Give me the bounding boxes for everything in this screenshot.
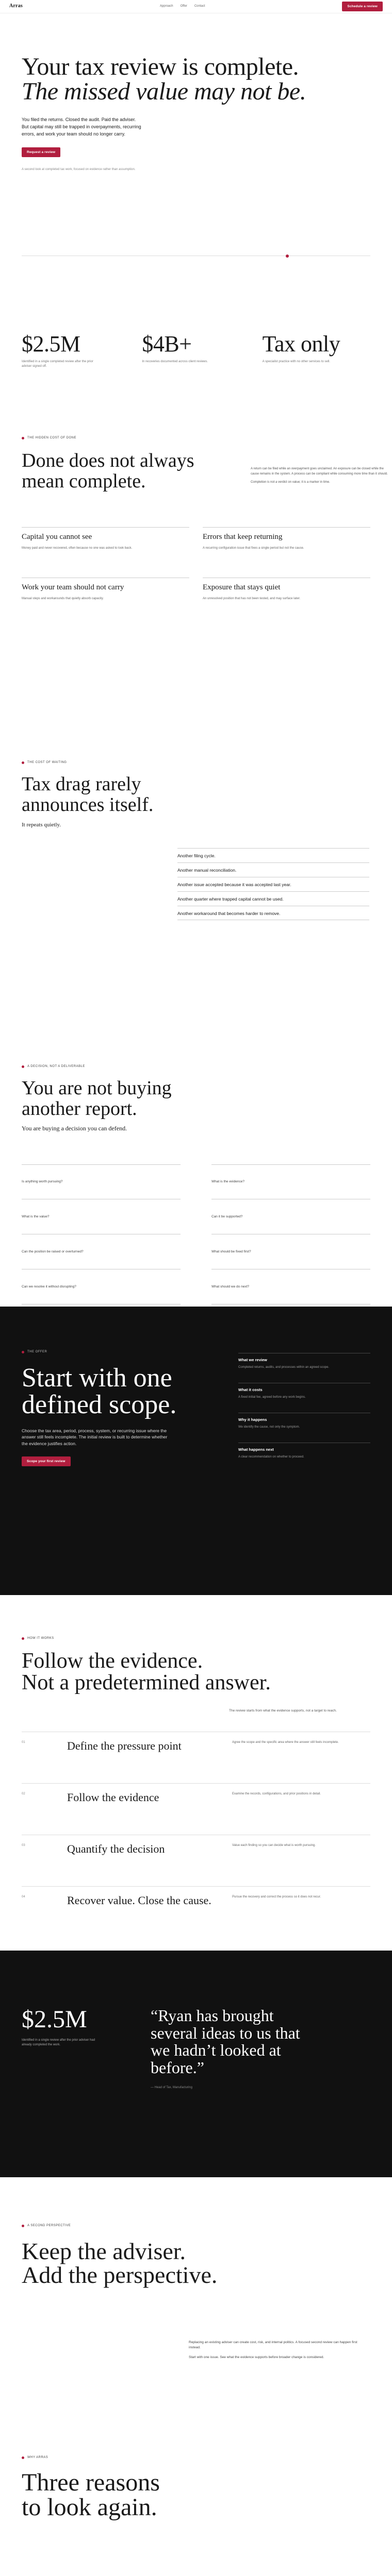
offer-items bbox=[238, 1353, 370, 1472]
hero-lead-2: But capital may still be trapped in overpayments, recurring errors, and work your team should no longer carry. bbox=[22, 124, 141, 137]
list-item: Another workaround that becomes harder to remove. bbox=[177, 906, 369, 920]
section-title bbox=[22, 1078, 370, 1120]
complete-section bbox=[0, 415, 392, 709]
drag-list bbox=[177, 848, 369, 920]
offer-item-title: What happens next bbox=[238, 1447, 274, 1452]
stat-desc: A specialist practice with no other services to sell. bbox=[262, 360, 331, 363]
testimonial-attribution: — Head of Tax, Manufacturing bbox=[151, 2086, 192, 2090]
offer-item bbox=[238, 1443, 370, 1472]
nav-cta-button[interactable]: Schedule a review bbox=[342, 2, 383, 11]
offer-item-desc: A fixed initial fee, agreed before any work begins. bbox=[238, 1395, 306, 1399]
step-desc: Pursue the recovery and correct the process so it does not recur. bbox=[232, 1895, 321, 1899]
offer-cta-button[interactable]: Scope your first review bbox=[22, 1456, 71, 1466]
title-line: mean complete. bbox=[22, 470, 146, 492]
section-aside: The review starts from what the evidence supports, not a target to reach. bbox=[229, 1709, 337, 1713]
eyebrow: THE HIDDEN COST OF DONE bbox=[22, 436, 370, 440]
card bbox=[22, 578, 189, 614]
section-sub: It repeats quietly. bbox=[22, 822, 61, 828]
eyebrow: THE OFFER bbox=[22, 1350, 370, 1354]
question-item: What is the value? bbox=[22, 1199, 181, 1234]
offer-item-title: What we review bbox=[238, 1358, 267, 1362]
card-title: Exposure that stays quiet bbox=[203, 583, 281, 592]
steps bbox=[22, 1732, 370, 1938]
card-title: Capital you cannot see bbox=[22, 533, 92, 541]
reasons-section bbox=[0, 2425, 392, 2576]
step bbox=[22, 1886, 370, 1938]
title-line: Not a predetermined answer. bbox=[22, 1670, 271, 1694]
list-item: Another manual reconciliation. bbox=[177, 862, 369, 877]
section-title bbox=[22, 1650, 370, 1693]
section-title bbox=[22, 2470, 370, 2520]
testimonial bbox=[151, 2007, 300, 2177]
question-item: What is the evidence? bbox=[211, 1164, 370, 1199]
section-aside bbox=[251, 467, 392, 485]
question-item: Can the position be raised or overturned? bbox=[22, 1234, 181, 1269]
stat-number: Tax only bbox=[262, 331, 340, 357]
nav-link[interactable]: Approach bbox=[159, 5, 173, 8]
section-title bbox=[22, 2240, 370, 2287]
hero bbox=[0, 13, 392, 271]
step-number: 02 bbox=[22, 1792, 25, 1795]
step bbox=[22, 1835, 370, 1886]
decision-section bbox=[0, 1018, 392, 1307]
title-line: Done does not always bbox=[22, 449, 194, 471]
hero-lead-1: You filed the returns. Closed the audit. Paid the adviser. bbox=[22, 117, 136, 122]
stat-number: $2.5M bbox=[22, 331, 80, 357]
nav-links bbox=[160, 4, 205, 9]
stat bbox=[142, 333, 250, 415]
step-title: Recover value. Close the cause. bbox=[67, 1893, 211, 1907]
card-desc: Money paid and never recovered, often because no one was asked to look back. bbox=[22, 547, 133, 550]
title-line: Three reasons bbox=[22, 2468, 160, 2496]
eyebrow: HOW IT WORKS bbox=[22, 1636, 370, 1641]
question-item: What should we do next? bbox=[211, 1269, 370, 1304]
step-desc: Value each finding so you can decide what is worth pursuing. bbox=[232, 1843, 316, 1847]
offer-section bbox=[0, 1307, 392, 1595]
step-desc: Examine the records, configurations, and prior positions in detail. bbox=[232, 1792, 321, 1795]
hero-cta-button[interactable]: Request a review bbox=[22, 147, 60, 157]
question-item: Can it be supported? bbox=[211, 1199, 370, 1234]
stat-desc: Identified in a single completed review after the prior adviser signed off. bbox=[22, 360, 93, 368]
drag-section bbox=[0, 709, 392, 1018]
stat-desc: In recoveries documented across client reviews. bbox=[142, 360, 208, 363]
card-title: Work your team should not carry bbox=[22, 583, 124, 592]
card bbox=[22, 527, 189, 563]
aside-text: Replacing an existing adviser can create cost, risk, and internal politics. A focused second review can happen first instead. bbox=[189, 2341, 357, 2350]
step-number: 03 bbox=[22, 1843, 25, 1847]
quote-section bbox=[0, 1951, 392, 2177]
card-grid bbox=[22, 527, 370, 614]
eyebrow: THE COST OF WAITING bbox=[22, 760, 370, 765]
progress-dot bbox=[286, 255, 289, 258]
stat bbox=[22, 333, 129, 415]
section-title: Start with one defined scope. bbox=[22, 1363, 177, 1419]
eyebrow: WHY ARRAS bbox=[22, 2455, 370, 2460]
title-line: You are not buying bbox=[22, 1077, 172, 1099]
section-title bbox=[22, 774, 370, 816]
aside-text: Start with one issue. See what the evidence supports before broader change is considered. bbox=[189, 2355, 324, 2359]
stat bbox=[263, 333, 370, 415]
question-item: Is anything worth pursuing? bbox=[22, 1164, 181, 1199]
logo[interactable]: Arras bbox=[9, 3, 23, 9]
eyebrow: A DECISION, NOT A DELIVERABLE bbox=[22, 1064, 370, 1069]
quote-stat bbox=[22, 2007, 104, 2177]
stats bbox=[0, 271, 392, 415]
testimonial-text: “Ryan has brought several ideas to us that we hadn’t looked at before.” bbox=[151, 2006, 300, 2077]
title-line: another report. bbox=[22, 1097, 137, 1120]
nav-link[interactable]: Offer bbox=[180, 5, 187, 8]
title-line: announces itself. bbox=[22, 793, 154, 816]
adviser-section bbox=[0, 2177, 392, 2425]
list-item: Another quarter where trapped capital cannot be used. bbox=[177, 891, 369, 906]
question-item: Can we resolve it without disrupting? bbox=[22, 1269, 181, 1304]
card-desc: Manual steps and workarounds that quietly absorb capacity. bbox=[22, 597, 104, 600]
nav-link[interactable]: Contact bbox=[194, 5, 205, 8]
card-desc: A recurring configuration issue that fixes a single period but not the cause. bbox=[203, 547, 304, 550]
question-item: What should be fixed first? bbox=[211, 1234, 370, 1269]
list-item: Another filing cycle. bbox=[177, 848, 369, 862]
step bbox=[22, 1732, 370, 1783]
question-grid bbox=[22, 1164, 370, 1304]
quote-caption: Identified in a single review after the prior adviser had already completed the work. bbox=[22, 2039, 95, 2046]
step-desc: Agree the scope and the specific area where the answer still feels incomplete. bbox=[232, 1740, 339, 1744]
card bbox=[203, 527, 370, 563]
hero-title-line2: The missed value may not be. bbox=[22, 78, 306, 105]
title-line: Follow the evidence. bbox=[22, 1649, 203, 1673]
quote-number: $2.5M bbox=[22, 2006, 87, 2033]
offer-item-title: What it costs bbox=[238, 1387, 263, 1392]
hero-lead bbox=[22, 116, 156, 138]
stat-number: $4B+ bbox=[142, 331, 192, 357]
hero-note: A second look at completed tax work, focused on evidence rather than assumption. bbox=[22, 168, 136, 172]
aside-text: A return can be filed while an overpayment goes unclaimed. An exposure can be closed while the cause remains in the system. A process can be compliant while consuming more time than it should. bbox=[251, 467, 388, 476]
eyebrow: A SECOND PERSPECTIVE bbox=[22, 2224, 370, 2228]
offer-item-desc: A clear recommendation on whether to proceed. bbox=[238, 1455, 304, 1459]
card-desc: An unresolved position that has not been tested, and may surface later. bbox=[203, 597, 301, 600]
step-number: 01 bbox=[22, 1740, 25, 1744]
offer-item-desc: We identify the cause, not only the symptom. bbox=[238, 1425, 300, 1429]
step-number: 04 bbox=[22, 1895, 25, 1899]
section-sub: You are buying a decision you can defend. bbox=[22, 1125, 127, 1132]
step-title: Quantify the decision bbox=[67, 1842, 165, 1855]
offer-item-desc: Completed returns, audits, and processes within an agreed scope. bbox=[238, 1365, 330, 1369]
title-line: Add the perspective. bbox=[22, 2261, 218, 2288]
offer-item bbox=[238, 1353, 370, 1383]
title-line: to look again. bbox=[22, 2493, 157, 2521]
list-item: Another issue accepted because it was accepted last year. bbox=[177, 877, 369, 891]
step-title: Follow the evidence bbox=[67, 1790, 159, 1804]
offer-item-title: Why it happens bbox=[238, 1417, 267, 1422]
top-nav bbox=[0, 0, 392, 13]
card-title: Errors that keep returning bbox=[203, 533, 283, 541]
step bbox=[22, 1783, 370, 1835]
evidence-section bbox=[0, 1595, 392, 1951]
section-aside bbox=[189, 2340, 359, 2360]
step-title: Define the pressure point bbox=[67, 1739, 182, 1752]
title-line: Keep the adviser. bbox=[22, 2238, 186, 2264]
offer-item bbox=[238, 1383, 370, 1413]
aside-text: Completion is not a verdict on value; it is a marker in time. bbox=[251, 480, 330, 484]
hero-title-line1: Your tax review is complete. bbox=[22, 53, 299, 80]
card bbox=[203, 578, 370, 614]
hero-title bbox=[22, 55, 370, 104]
section-sub: Choose the tax area, period, process, system, or recurring issue where the answer still feels incomplete. The initial review is built to determine whether the evidence justifies action. bbox=[22, 1428, 168, 1447]
offer-item bbox=[238, 1413, 370, 1443]
title-line: Tax drag rarely bbox=[22, 773, 141, 795]
